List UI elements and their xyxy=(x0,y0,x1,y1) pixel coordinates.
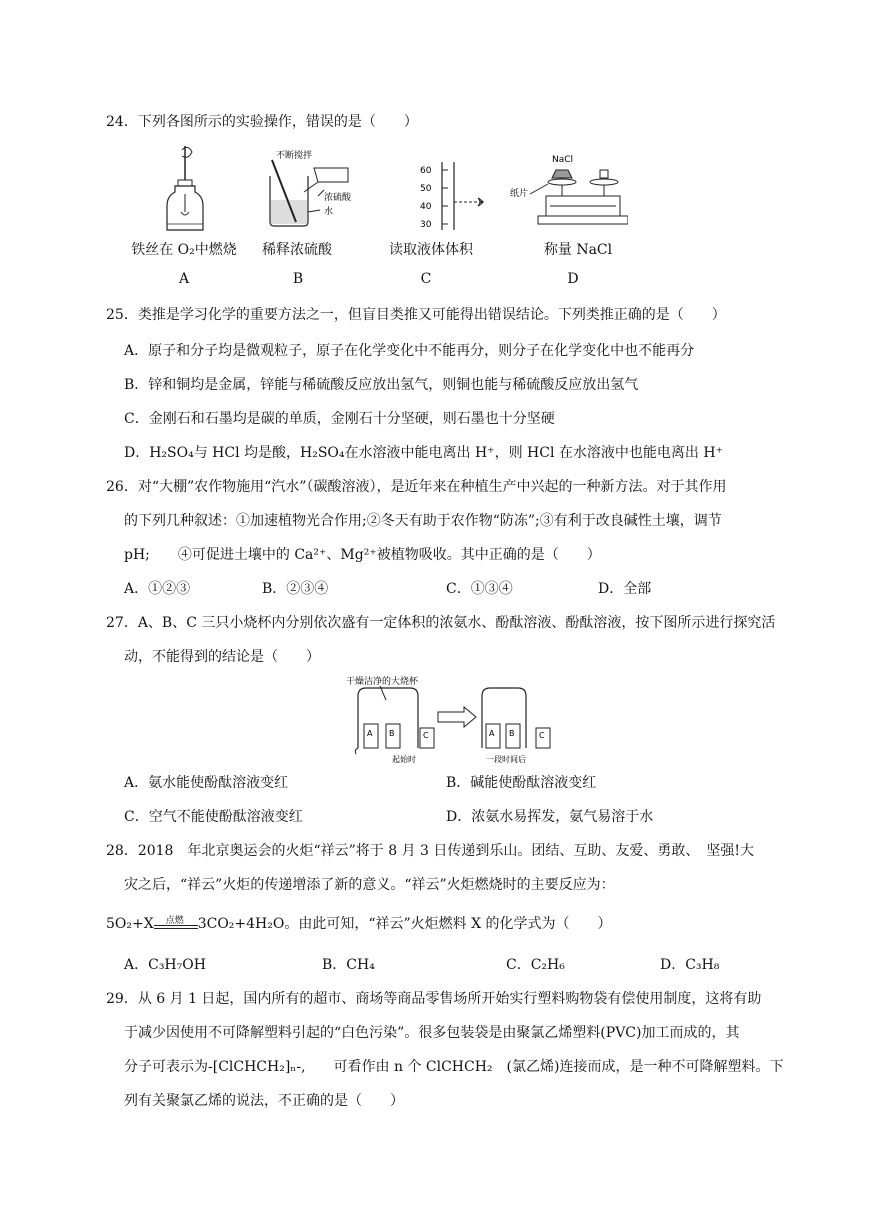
figure-a-letter: A xyxy=(178,271,190,287)
q25-option-a: A．原子和分子均是微观粒子，原子在化学变化中不能再分，则分子在化学变化中也不能再分 xyxy=(124,343,695,359)
figure-b-caption: 稀释浓硫酸 xyxy=(262,242,332,258)
q26-option-c: C．①③④ xyxy=(446,581,513,597)
figure-q27-ammonia-experiment xyxy=(340,672,565,764)
figure-q27-beaker-c: C xyxy=(423,731,429,740)
q28-eq-condition: 点燃 xyxy=(165,916,184,926)
q27-option-a: A．氨水能使酚酞溶液变红 xyxy=(124,775,289,791)
figure-c-tick-60: 60 xyxy=(420,166,432,176)
q26-option-d: D．全部 xyxy=(598,581,652,597)
q26-line1: 26．对“大棚”农作物施用“汽水”（碳酸溶液），是近年来在种植生产中兴起的一种新方法。对于其作用 xyxy=(106,479,727,495)
figure-c-caption: 读取液体体积 xyxy=(389,242,473,258)
figure-b-label-stir: 不断搅拌 xyxy=(276,151,313,161)
figure-c-tick-30: 30 xyxy=(420,220,432,230)
q27-option-c: C．空气不能使酚酞溶液变红 xyxy=(124,809,303,825)
q29-line4: 列有关聚氯乙烯的说法，不正确的是（ ） xyxy=(124,1093,404,1109)
q28-option-d: D．C₃H₈ xyxy=(660,957,720,973)
q28-eq-arrow xyxy=(154,917,198,931)
q26-line2: 的下列几种叙述：①加速植物光合作用;②冬天有助于农作物“防冻”;③有利于改良碱性土壤，调节 xyxy=(124,513,722,529)
figure-q27-top-label: 干燥洁净的大烧杯 xyxy=(346,677,419,687)
q27-option-b: B．碱能使酚酞溶液变红 xyxy=(446,775,597,791)
q29-line3: 分子可表示为-[ClCHCH₂]ₙ-, 可看作由 n 个 ClCHCH₂ (氯乙烯)连接而成，是一种不可降解塑料。下 xyxy=(124,1059,784,1075)
figure-c-letter: C xyxy=(420,271,432,287)
q26-option-b: B．②③④ xyxy=(262,581,329,597)
q27-line1: 27．A、B、C 三只小烧杯内分别依次盛有一定体积的浓氨水、酚酞溶液、酚酞溶液，按下图所示进行探究活 xyxy=(106,615,776,631)
figure-d-label-nacl: NaCl xyxy=(552,155,574,165)
q28-eq-left: 5O₂+X xyxy=(106,916,154,932)
figure-b-label-acid: 浓硫酸 xyxy=(324,193,352,203)
q24-stem: 24．下列各图所示的实验操作，错误的是（ ） xyxy=(106,114,418,130)
figure-b-letter: B xyxy=(292,271,304,287)
figure-q27-beaker-a-after: A xyxy=(489,729,495,738)
q27-option-d: D．浓氨水易挥发，氨气易溶于水 xyxy=(446,809,654,825)
figure-d-caption: 称量 NaCl xyxy=(543,242,613,258)
q28-equation xyxy=(106,914,612,934)
figure-c-read-volume xyxy=(418,160,498,232)
q28-line1: 28．2018 年北京奥运会的火炬“祥云”将于 8 月 3 日传递到乐山。团结、互助、友爱、勇敢、 坚强!大 xyxy=(106,843,754,859)
figure-q27-beaker-c-after: C xyxy=(539,731,545,740)
figure-d-weigh-nacl xyxy=(508,152,628,232)
q26-option-a: A．①②③ xyxy=(124,581,191,597)
q29-line2: 于减少因使用不可降解塑料引起的“白色污染”。很多包装袋是由聚氯乙烯塑料(PVC)加工而成的，其 xyxy=(124,1025,740,1041)
figure-q27-left-caption: 起始时 xyxy=(392,755,416,764)
q25-stem: 25．类推是学习化学的重要方法之一，但盲目类推又可能得出错误结论。下列类推正确的是（ ） xyxy=(106,307,726,323)
figure-c-tick-40: 40 xyxy=(420,202,432,212)
figure-a-iron-burning xyxy=(160,142,210,234)
figure-b-dilute-acid xyxy=(262,148,372,230)
figure-d-letter: D xyxy=(567,271,579,287)
q25-option-b: B．锌和铜均是金属，锌能与稀硫酸反应放出氢气，则铜也能与稀硫酸反应放出氢气 xyxy=(124,377,639,393)
q27-line2: 动，不能得到的结论是（ ） xyxy=(124,649,320,665)
figure-a-caption: 铁丝在 O₂中燃烧 xyxy=(131,242,237,258)
q28-option-b: B．CH₄ xyxy=(322,957,375,973)
figure-c-tick-50: 50 xyxy=(420,184,432,194)
q28-line2: 灾之后，“祥云”火炬的传递增添了新的意义。“祥云”火炬燃烧时的主要反应为： xyxy=(124,877,615,893)
figure-d-label-paper: 纸片 xyxy=(510,189,529,199)
figure-b-label-water: 水 xyxy=(324,207,334,217)
q28-option-c: C．C₂H₆ xyxy=(506,957,565,973)
q25-option-d: D．H₂SO₄与 HCl 均是酸，H₂SO₄在水溶液中能电离出 H⁺，则 HCl 在水溶液中也能电离出 H⁺ xyxy=(124,445,723,461)
q26-line3: pH; ④可促进土壤中的 Ca²⁺、Mg²⁺被植物吸收。其中正确的是（ ） xyxy=(124,547,601,563)
q25-option-c: C．金刚石和石墨均是碳的单质，金刚石十分坚硬，则石墨也十分坚硬 xyxy=(124,411,555,427)
figure-q27-beaker-a: A xyxy=(367,729,373,738)
q28-option-a: A．C₃H₇OH xyxy=(124,957,206,973)
q28-eq-right: 3CO₂+4H₂O。由此可知，“祥云”火炬燃料 X 的化学式为（ ） xyxy=(197,916,612,932)
figure-q27-beaker-b-after: B xyxy=(509,729,515,738)
figure-q27-right-caption: 一段时间后 xyxy=(486,755,526,764)
figure-q27-beaker-b: B xyxy=(389,729,395,738)
q29-line1: 29．从 6 月 1 日起，国内所有的超市、商场等商品零售场所开始实行塑料购物袋有偿使用制度，这将有助 xyxy=(106,991,762,1007)
